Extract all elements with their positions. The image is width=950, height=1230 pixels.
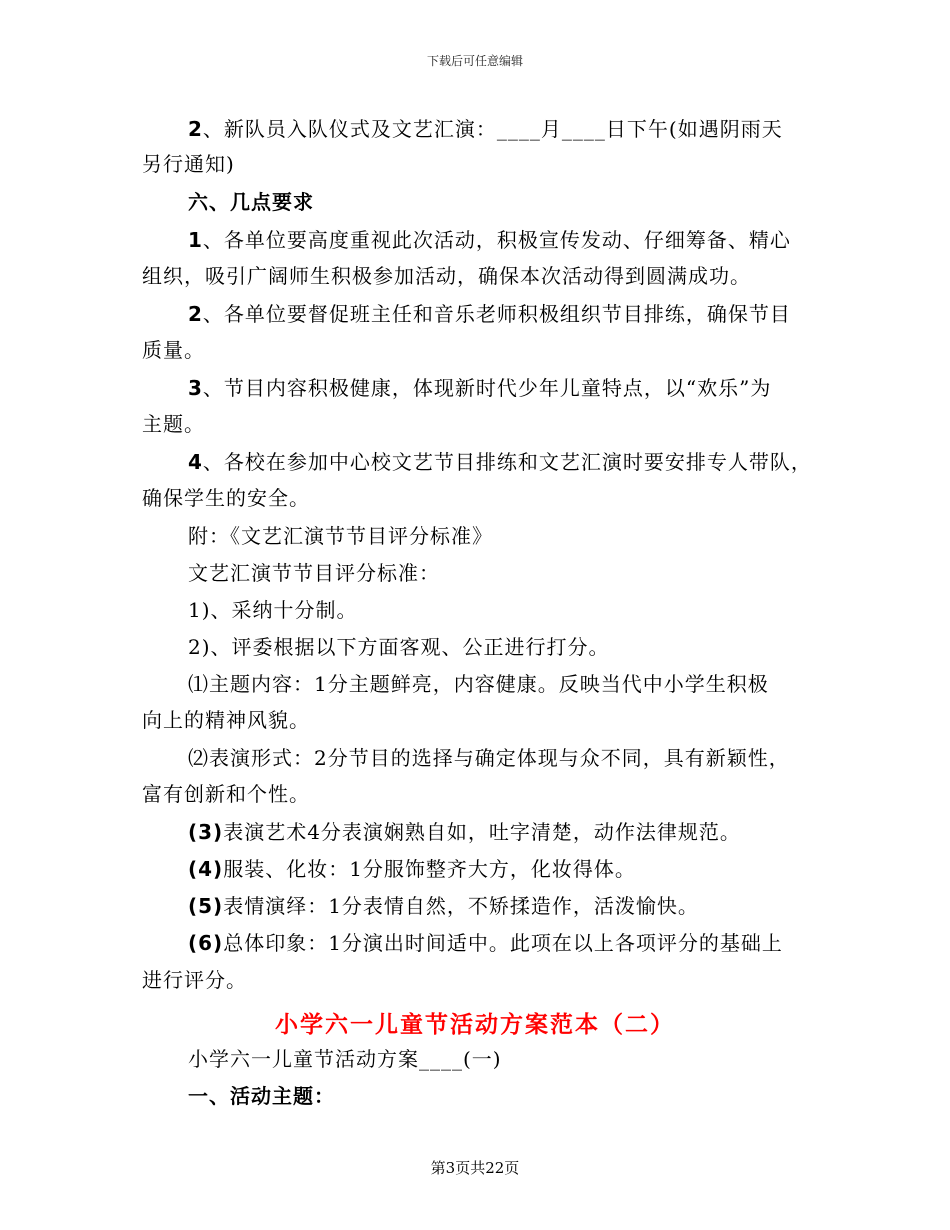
line-24: 进行评分。 [142,968,247,992]
line-15: 2)、评委根据以下方面客观、公正进行打分。 [188,635,610,659]
line-7: 质量。 [142,338,205,362]
sub-heading-activity-theme: 一、活动主题： [188,1084,335,1108]
line-9: 主题。 [142,412,205,436]
page-footer: 第3页共22页 [430,1159,520,1177]
line-18: ⑵表演形式：2分节目的选择与确定体现与众不同，具有新颖性， [188,746,790,770]
line-10: 4、各校在参加中心校文艺节目排练和文艺汇演时要安排专人带队， [188,450,812,474]
line-4: 1、各单位要高度重视此次活动，积极宣传发动、仔细筹备、精心 [188,228,791,252]
line-12: 附：《文艺汇演节节目评分标准》 [188,524,493,548]
sub-line-1: 小学六一儿童节活动方案____(一) [188,1047,502,1071]
page-header: 下载后可任意编辑 [426,54,523,68]
line-11: 确保学生的安全。 [142,486,310,510]
line-5: 组织，吸引广阔师生积极参加活动，确保本次活动得到圆满成功。 [142,264,751,288]
line-23: (6)总体印象：1分演出时间适中。此项在以上各项评分的基础上 [188,931,783,955]
line-16: ⑴主题内容：1分主题鲜亮，内容健康。反映当代中小学生积极 [188,672,769,696]
line-22: (5)表情演绎：1分表情自然，不矫揉造作，活泼愉快。 [188,894,699,918]
section-heading-six: 六、几点要求 [188,190,314,214]
line-2: 另行通知) [142,152,235,176]
line-8: 3、节目内容积极健康，体现新时代少年儿童特点，以“欢乐”为 [188,376,772,400]
line-13: 文艺汇演节节目评分标准： [188,561,440,585]
section-title: 小学六一儿童节活动方案范本（二） [275,1011,675,1038]
line-21: (4)服装、化妆：1分服饰整齐大方，化妆得体。 [188,857,636,881]
line-19: 富有创新和个性。 [142,782,310,806]
line-20: (3)表演艺术4分表演娴熟自如，吐字清楚，动作法律规范。 [188,820,741,844]
line-14: 1)、采纳十分制。 [188,598,358,622]
line-6: 2、各单位要督促班主任和音乐老师积极组织节目排练，确保节目 [188,302,791,326]
line-1: 2、新队员入队仪式及文艺汇演：____月____日下午(如遇阴雨天 [188,117,783,141]
line-17: 向上的精神风貌。 [142,708,310,732]
